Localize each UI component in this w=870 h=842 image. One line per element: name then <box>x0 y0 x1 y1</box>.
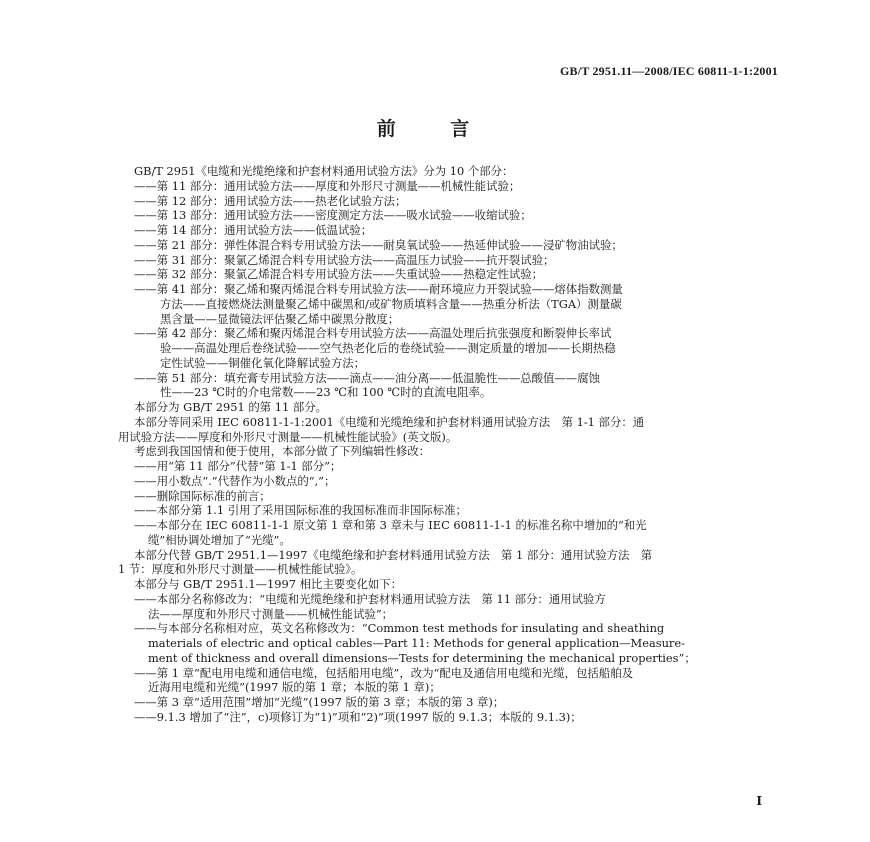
text-line: ——本部分在 IEC 60811-1-1 原文第 1 章和第 3 章未与 IEC 60811-1-1 的标准名称中增加的“和光 <box>134 518 647 532</box>
text-line: ——第 32 部分：聚氯乙烯混合料专用试验方法——失重试验——热稳定性试验； <box>134 267 544 282</box>
page-title: 前 言 <box>376 118 494 140</box>
text-line: 缆”相协调处增加了“光缆”。 <box>148 532 291 547</box>
standard-code: GB/T 2951.11—2008/IEC 60811-1-1:2001 <box>560 64 778 78</box>
text-line: ——第 12 部分：通用试验方法——热老化试验方法； <box>134 193 407 208</box>
text-line: ——本部分名称修改为：“电缆和光缆绝缘和护套材料通用试验方法 第 11 部分：通用试验方 <box>134 591 606 606</box>
text-line: ——与本部分名称相对应，英文名称修改为：“Common test methods for insulating and sheathing <box>134 621 665 636</box>
text-line: ——用“第 11 部分”代替“第 1-1 部分”； <box>134 459 342 473</box>
text-line: GB/T 2951《电缆和光缆绝缘和护套材料通用试验方法》分为 10 个部分： <box>134 164 514 178</box>
text-line: ——第 13 部分：通用试验方法——密度测定方法——吸水试验——收缩试验； <box>134 208 532 223</box>
text-line: 本部分代替 GB/T 2951.1—1997《电缆绝缘和护套材料通用试验方法 第 1 部分：通用试验方法 第 <box>134 547 653 562</box>
text-line: ——用小数点“.”代替作为小数点的“,”； <box>134 473 336 488</box>
text-line: 方法——直接燃烧法测量聚乙烯中碳黑和/或矿物质填料含量——热重分析法（TGA）测量碳 <box>160 296 622 311</box>
text-line: ——本部分第 1.1 引用了采用国际标准的我国标准而非国际标准； <box>134 503 467 518</box>
text-line: 本部分为 GB/T 2951 的第 11 部分。 <box>134 400 328 414</box>
text-line: 本部分等同采用 IEC 60811-1-1:2001《电缆和光缆绝缘和护套材料通用试验方法 第 1-1 部分：通 <box>134 414 645 429</box>
text-line: ——第 31 部分：聚氯乙烯混合料专用试验方法——高温压力试验——抗开裂试验； <box>134 252 555 267</box>
text-line: 性——23 ℃时的介电常数——23 ℃和 100 ℃时的直流电阻率。 <box>160 385 492 400</box>
text-line: ——第 14 部分：通用试验方法——低温试验； <box>134 223 373 237</box>
text-line: ——第 3 章“适用范围”增加“光缆”(1997 版的第 3 章；本版的第 3 章)； <box>134 695 505 709</box>
text-line: ment of thickness and overall dimensions—Tests for determining the mechanical properties”； <box>148 650 696 665</box>
text-line: 考虑到我国国情和便于使用，本部分做了下列编辑性修改： <box>134 444 431 459</box>
text-line: 验——高温处理后卷绕试验——空气热老化后的卷绕试验——测定质量的增加——长期热稳 <box>160 341 616 355</box>
text-line: ——第 11 部分：通用试验方法——厚度和外形尺寸测量——机械性能试验； <box>134 178 521 193</box>
text-line: ——第 41 部分：聚乙烯和聚丙烯混合料专用试验方法——耐环境应力开裂试验——熔体指数测量 <box>134 282 623 296</box>
text-line: 法——厚度和外形尺寸测量——机械性能试验”； <box>148 606 394 621</box>
text-line: 黑含量——显微镜法评估聚乙烯中碳黑分散度； <box>160 311 400 326</box>
text-line: 用试验方法——厚度和外形尺寸测量——机械性能试验》(英文版)。 <box>118 429 458 444</box>
text-line: 近海用电缆和光缆”(1997 版的第 1 章；本版的第 1 章)； <box>148 680 441 695</box>
text-line: ——删除国际标准的前言； <box>134 488 271 503</box>
text-line: 本部分与 GB/T 2951.1—1997 相比主要变化如下： <box>134 577 403 591</box>
text-line: ——第 21 部分：弹性体混合料专用试验方法——耐臭氧试验——热延伸试验——浸矿物油试验； <box>134 237 623 252</box>
text-line: 定性试验——铜催化氧化降解试验方法； <box>160 355 366 370</box>
text-line: ——第 42 部分：聚乙烯和聚丙烯混合料专用试验方法——高温处理后抗张强度和断裂伸长率试 <box>134 326 612 341</box>
text-line: 1 节：厚度和外形尺寸测量——机械性能试验》。 <box>118 562 363 577</box>
page-number: I <box>756 794 762 808</box>
text-line: ——9.1.3 增加了“注”，c)项修订为“1)”项和“2)”项(1997 版的 9.1.3；本版的 9.1.3)； <box>134 709 582 724</box>
preface-body <box>118 164 778 725</box>
text-line: ——第 1 章“配电用电缆和通信电缆，包括船用电缆”，改为“配电及通信用电缆和光缆，包括船舶及 <box>134 665 633 680</box>
text-line: ——第 51 部分：填充膏专用试验方法——滴点——油分离——低温脆性——总酸值——腐蚀 <box>134 370 600 385</box>
text-line: materials of electric and optical cables—Part 11: Methods for general application—Measure- <box>148 636 685 650</box>
